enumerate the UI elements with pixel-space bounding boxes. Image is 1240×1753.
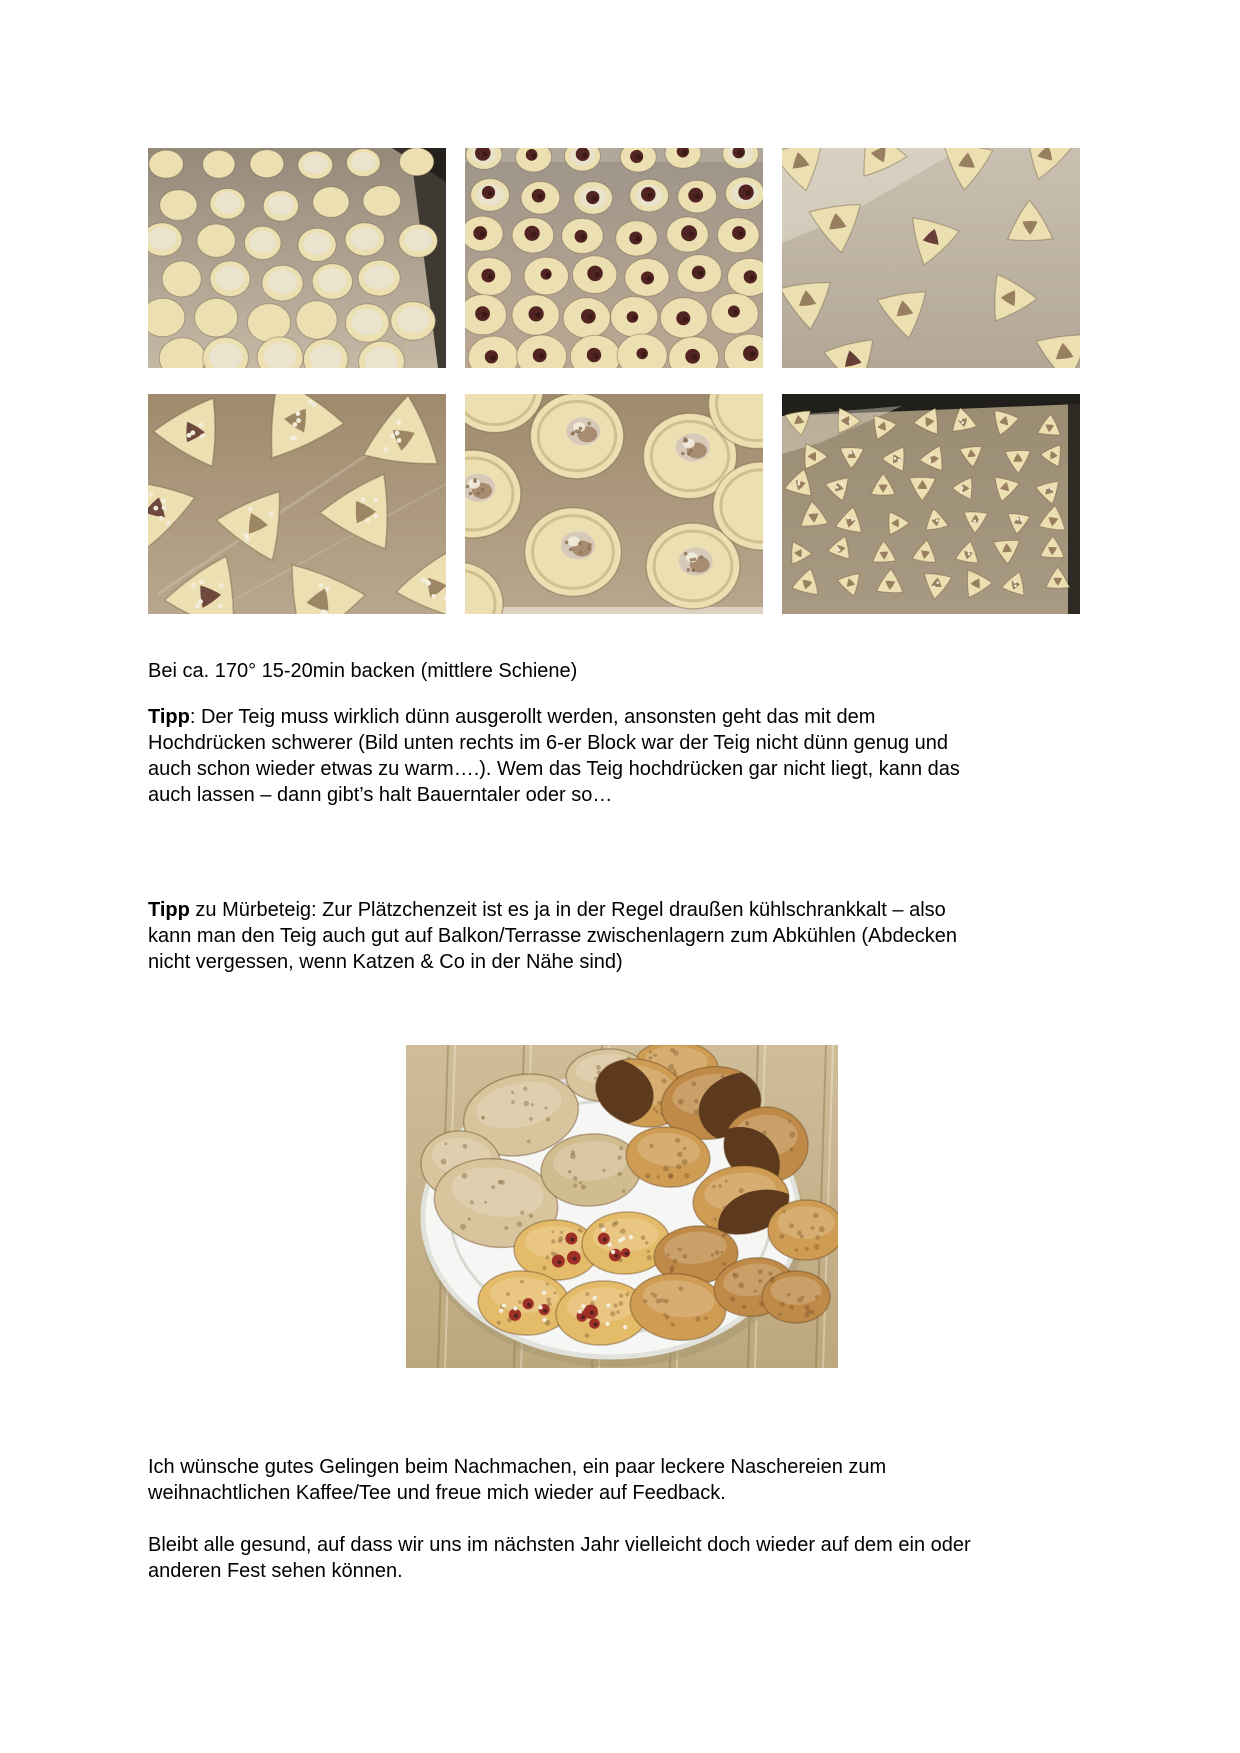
tip1-label: Tipp [148,706,190,728]
paragraph-baking-instruction: Bei ca. 170° 15-20min backen (mittlere Schiene) [148,660,578,682]
photo-circles-with-nut-filling [465,394,763,614]
tip2-continuation: kann man den Teig auch gut auf Balkon/Terrasse zwischenlagern zum Abkühlen (Abdecken nicht vergessen, wenn Katzen & Co in der Nähe sind) [148,925,958,973]
paragraph-tip-dough-thickness [148,704,1080,808]
photo-jam-filled-circles [465,148,763,368]
photo-tricorn-closeup-illustration [148,394,446,614]
photo-grid [148,148,1080,614]
photo-finished-cookie-plate [406,1045,838,1368]
photo-dough-circles-illustration [148,148,446,368]
paragraph-tip-shortcrust [148,897,1080,975]
photo-jam-circles-illustration [465,148,763,368]
photo-tricorn-closeup-pearl-sugar [148,394,446,614]
photo-full-tray-illustration [782,394,1080,614]
tip2-first-line-text: zu Mürbeteig: Zur Plätzchenzeit ist es ja in der Regel draußen kühlschrankkalt – also [189,899,946,921]
photo-nut-filling-illustration [465,394,763,614]
photo-cookie-plate-illustration [406,1045,838,1368]
photo-tricorn-cookies-illustration [782,148,1080,368]
photo-tray-many-tricorns [782,394,1080,614]
paragraph-closing-wishes: Ich wünsche gutes Gelingen beim Nachmachen, ein paar leckere Naschereien zum weihnachtlichen Kaffee/Tee und freue mich wieder auf Feedback. [148,1456,887,1504]
tip1-first-line-text: : Der Teig muss wirklich dünn ausgerollt werden, ansonsten geht das mit dem [189,706,876,728]
tip2-first-line [148,899,946,921]
document-content [148,148,1080,1584]
tip1-continuation: Hochdrücken schwerer (Bild unten rechts im 6-er Block war der Teig nicht dünn genug und auch schon wieder etwas zu warm….). Wem das Teig hochdrücken gar nicht liegt, kann das auch lassen – dann gibt’s halt Bauerntaler oder so… [148,732,960,806]
tip1-first-line [148,706,875,728]
tip2-label: Tipp [148,899,190,921]
paragraph-closing-health: Bleibt alle gesund, auf dass wir uns im nächsten Jahr vielleicht doch wieder auf dem ein oder anderen Fest sehen können. [148,1534,971,1582]
photo-folded-tricorn-cookies [782,148,1080,368]
photo-dough-circles-tray [148,148,446,368]
